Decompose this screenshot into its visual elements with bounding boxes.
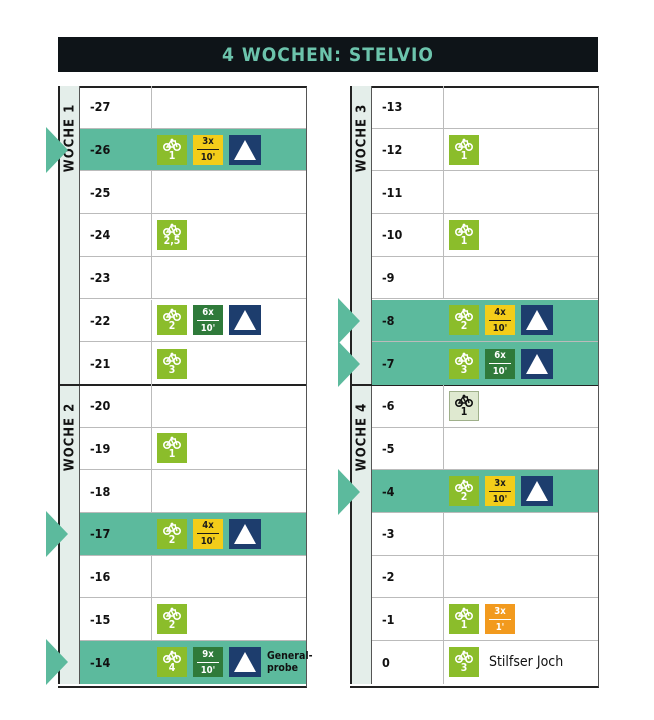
day-number: -25 [90,184,111,200]
bike-tile [449,220,479,250]
day-row [372,513,598,556]
day-number: -13 [382,99,403,115]
week-label-text: WOCHE 4 [354,402,369,472]
interval-divider [489,320,511,321]
bike-tile [449,305,479,335]
bicycle-icon [163,352,181,365]
mountain-icon [524,308,550,332]
day-row [372,257,598,300]
day-row [372,342,598,385]
activity-cell [449,300,553,342]
day-number: -2 [382,569,395,585]
day-divider [443,641,444,684]
interval-divider [197,662,219,663]
day-row [80,641,313,684]
day-row [80,428,306,471]
day-number: -9 [382,270,395,286]
mountain-tile [229,519,261,549]
bike-hours: 3 [460,363,468,376]
mountain-tile [229,647,261,677]
bicycle-icon [163,522,181,535]
day-row [80,86,306,129]
day-divider [443,556,444,598]
bike-hours: 1 [460,149,468,162]
bicycle-icon [455,223,473,236]
day-row [372,385,598,428]
interval-reps: 3x [202,136,214,148]
day-row [80,257,306,300]
interval-tile [193,135,223,165]
day-number: -24 [90,227,111,243]
bike-tile [449,391,479,421]
day-number: -5 [382,440,395,456]
mountain-icon [232,522,258,546]
arrow-right-icon [46,511,68,557]
day-divider [151,257,152,299]
activity-cell [449,598,515,640]
day-number: -3 [382,526,395,542]
interval-divider [489,491,511,492]
day-divider [151,513,152,555]
day-divider [443,513,444,555]
bicycle-icon [455,394,473,407]
interval-divider [197,533,219,534]
bicycle-icon [455,352,473,365]
interval-divider [489,363,511,364]
week-label-text: WOCHE 3 [354,103,369,173]
day-number: -14 [90,654,111,670]
day-divider [443,214,444,256]
day-number: -26 [90,142,111,158]
bike-tile [157,647,187,677]
mountain-tile [229,305,261,335]
bike-hours: 1 [168,448,176,461]
interval-duration: 1' [495,621,505,633]
arrow-right-icon [46,639,68,685]
day-row [372,598,598,641]
bike-hours: 2 [168,320,176,333]
bike-tile [157,220,187,250]
interval-reps: 3x [494,477,506,489]
bike-tile [449,476,479,506]
bike-hours: 1 [460,234,468,247]
day-divider [151,129,152,171]
bike-hours: 2 [168,533,176,546]
interval-reps: 4x [202,520,214,532]
day-divider [151,556,152,598]
day-number: 0 [382,654,390,670]
bike-tile [157,519,187,549]
interval-duration: 10' [200,536,216,548]
interval-duration: 10' [492,322,508,334]
day-number: -6 [382,398,395,414]
day-divider [443,300,444,342]
interval-duration: 10' [200,664,216,676]
day-divider [151,598,152,640]
day-note: Stilfser Joch [489,654,564,671]
day-row [80,300,306,343]
day-row [372,556,598,599]
day-divider [443,428,444,470]
day-number: -18 [90,483,111,499]
bike-hours: 2,5 [163,234,181,247]
activity-cell [157,513,261,555]
activity-cell [157,428,187,470]
day-row [372,214,598,257]
bike-tile [449,604,479,634]
bike-hours: 2 [460,320,468,333]
interval-divider [197,149,219,150]
activity-cell [449,470,553,512]
day-number: -27 [90,99,111,115]
interval-tile [193,305,223,335]
day-number: -19 [90,440,111,456]
mountain-icon [524,352,550,376]
bike-tile [157,604,187,634]
day-divider [443,598,444,640]
bike-hours: 1 [460,405,468,418]
day-row [80,342,306,385]
day-divider [151,342,152,385]
day-row [372,428,598,471]
day-row [80,214,306,257]
day-divider [151,86,152,128]
day-divider [151,428,152,470]
day-divider [443,86,444,128]
bike-tile [157,349,187,379]
activity-cell [449,342,553,385]
week-label [350,385,372,684]
arrow-right-icon [338,469,360,515]
bike-hours: 2 [168,619,176,632]
interval-tile [485,476,515,506]
activity-cell [157,214,187,256]
day-divider [443,129,444,171]
bike-tile [449,349,479,379]
day-divider [151,300,152,342]
day-number: -7 [382,356,395,372]
day-row [372,86,598,129]
bike-tile [449,135,479,165]
activity-cell [157,342,187,385]
day-number: -12 [382,142,403,158]
day-divider [151,214,152,256]
mountain-tile [521,305,553,335]
activity-cell [449,129,479,171]
activity-cell [157,129,261,171]
day-row [80,470,306,513]
interval-tile [193,519,223,549]
day-note-line: General- [267,650,313,663]
day-note [267,650,313,674]
interval-reps: 6x [494,350,506,362]
interval-reps: 3x [494,605,506,617]
arrow-right-icon [338,298,360,344]
mountain-icon [232,650,258,674]
day-row [372,641,598,684]
bicycle-icon [163,223,181,236]
interval-reps: 4x [494,306,506,318]
day-number: -10 [382,227,403,243]
week-label-text: WOCHE 2 [62,402,77,472]
day-row [80,513,306,556]
bike-tile [449,647,479,677]
day-number: -20 [90,398,111,414]
week-label-text: WOCHE 1 [62,103,77,173]
interval-reps: 6x [202,306,214,318]
day-divider [443,171,444,213]
day-divider [151,171,152,213]
bicycle-icon [163,138,181,151]
day-row [372,129,598,172]
day-number: -4 [382,483,395,499]
day-number: -21 [90,356,111,372]
mountain-tile [521,349,553,379]
bike-hours: 3 [460,662,468,675]
mountain-tile [229,135,261,165]
day-row [80,385,306,428]
day-row [80,556,306,599]
day-divider [443,470,444,512]
day-number: -17 [90,526,111,542]
activity-cell [157,598,187,640]
bike-hours: 1 [460,619,468,632]
day-number: -11 [382,184,403,200]
day-number: -22 [90,312,111,328]
interval-divider [489,619,511,620]
interval-tile [485,604,515,634]
day-divider [443,385,444,427]
interval-duration: 10' [200,152,216,164]
day-row [80,171,306,214]
bike-hours: 2 [460,491,468,504]
day-row [372,171,598,214]
interval-tile [485,349,515,379]
day-divider [151,641,152,684]
bike-tile [157,135,187,165]
day-divider [151,385,152,427]
activity-cell [449,385,479,427]
day-number: -8 [382,312,395,328]
mountain-icon [524,479,550,503]
activity-cell [449,214,479,256]
interval-divider [197,320,219,321]
day-divider [443,342,444,385]
interval-tile [485,305,515,335]
day-divider [443,257,444,299]
arrow-right-icon [338,341,360,387]
day-note-line: probe [267,662,299,675]
day-number: -23 [90,270,111,286]
arrow-right-icon [46,127,68,173]
day-row [80,598,306,641]
day-number: -16 [90,569,111,585]
mountain-icon [232,308,258,332]
activity-cell [157,641,313,684]
interval-duration: 10' [492,366,508,378]
day-row [80,129,306,172]
page-title: 4 WOCHEN: STELVIO [58,37,598,72]
bike-hours: 3 [168,363,176,376]
interval-duration: 10' [492,493,508,505]
day-divider [151,470,152,512]
activity-cell [449,641,563,684]
bike-tile [157,433,187,463]
interval-duration: 10' [200,322,216,334]
day-number: -1 [382,611,395,627]
mountain-tile [521,476,553,506]
interval-tile [193,647,223,677]
bike-hours: 4 [168,662,176,675]
activity-cell [157,300,261,342]
mountain-icon [232,138,258,162]
interval-reps: 9x [202,648,214,660]
bike-tile [157,305,187,335]
day-row [372,300,598,343]
bicycle-icon [455,138,473,151]
day-row [372,470,598,513]
day-number: -15 [90,611,111,627]
bike-hours: 1 [168,149,176,162]
